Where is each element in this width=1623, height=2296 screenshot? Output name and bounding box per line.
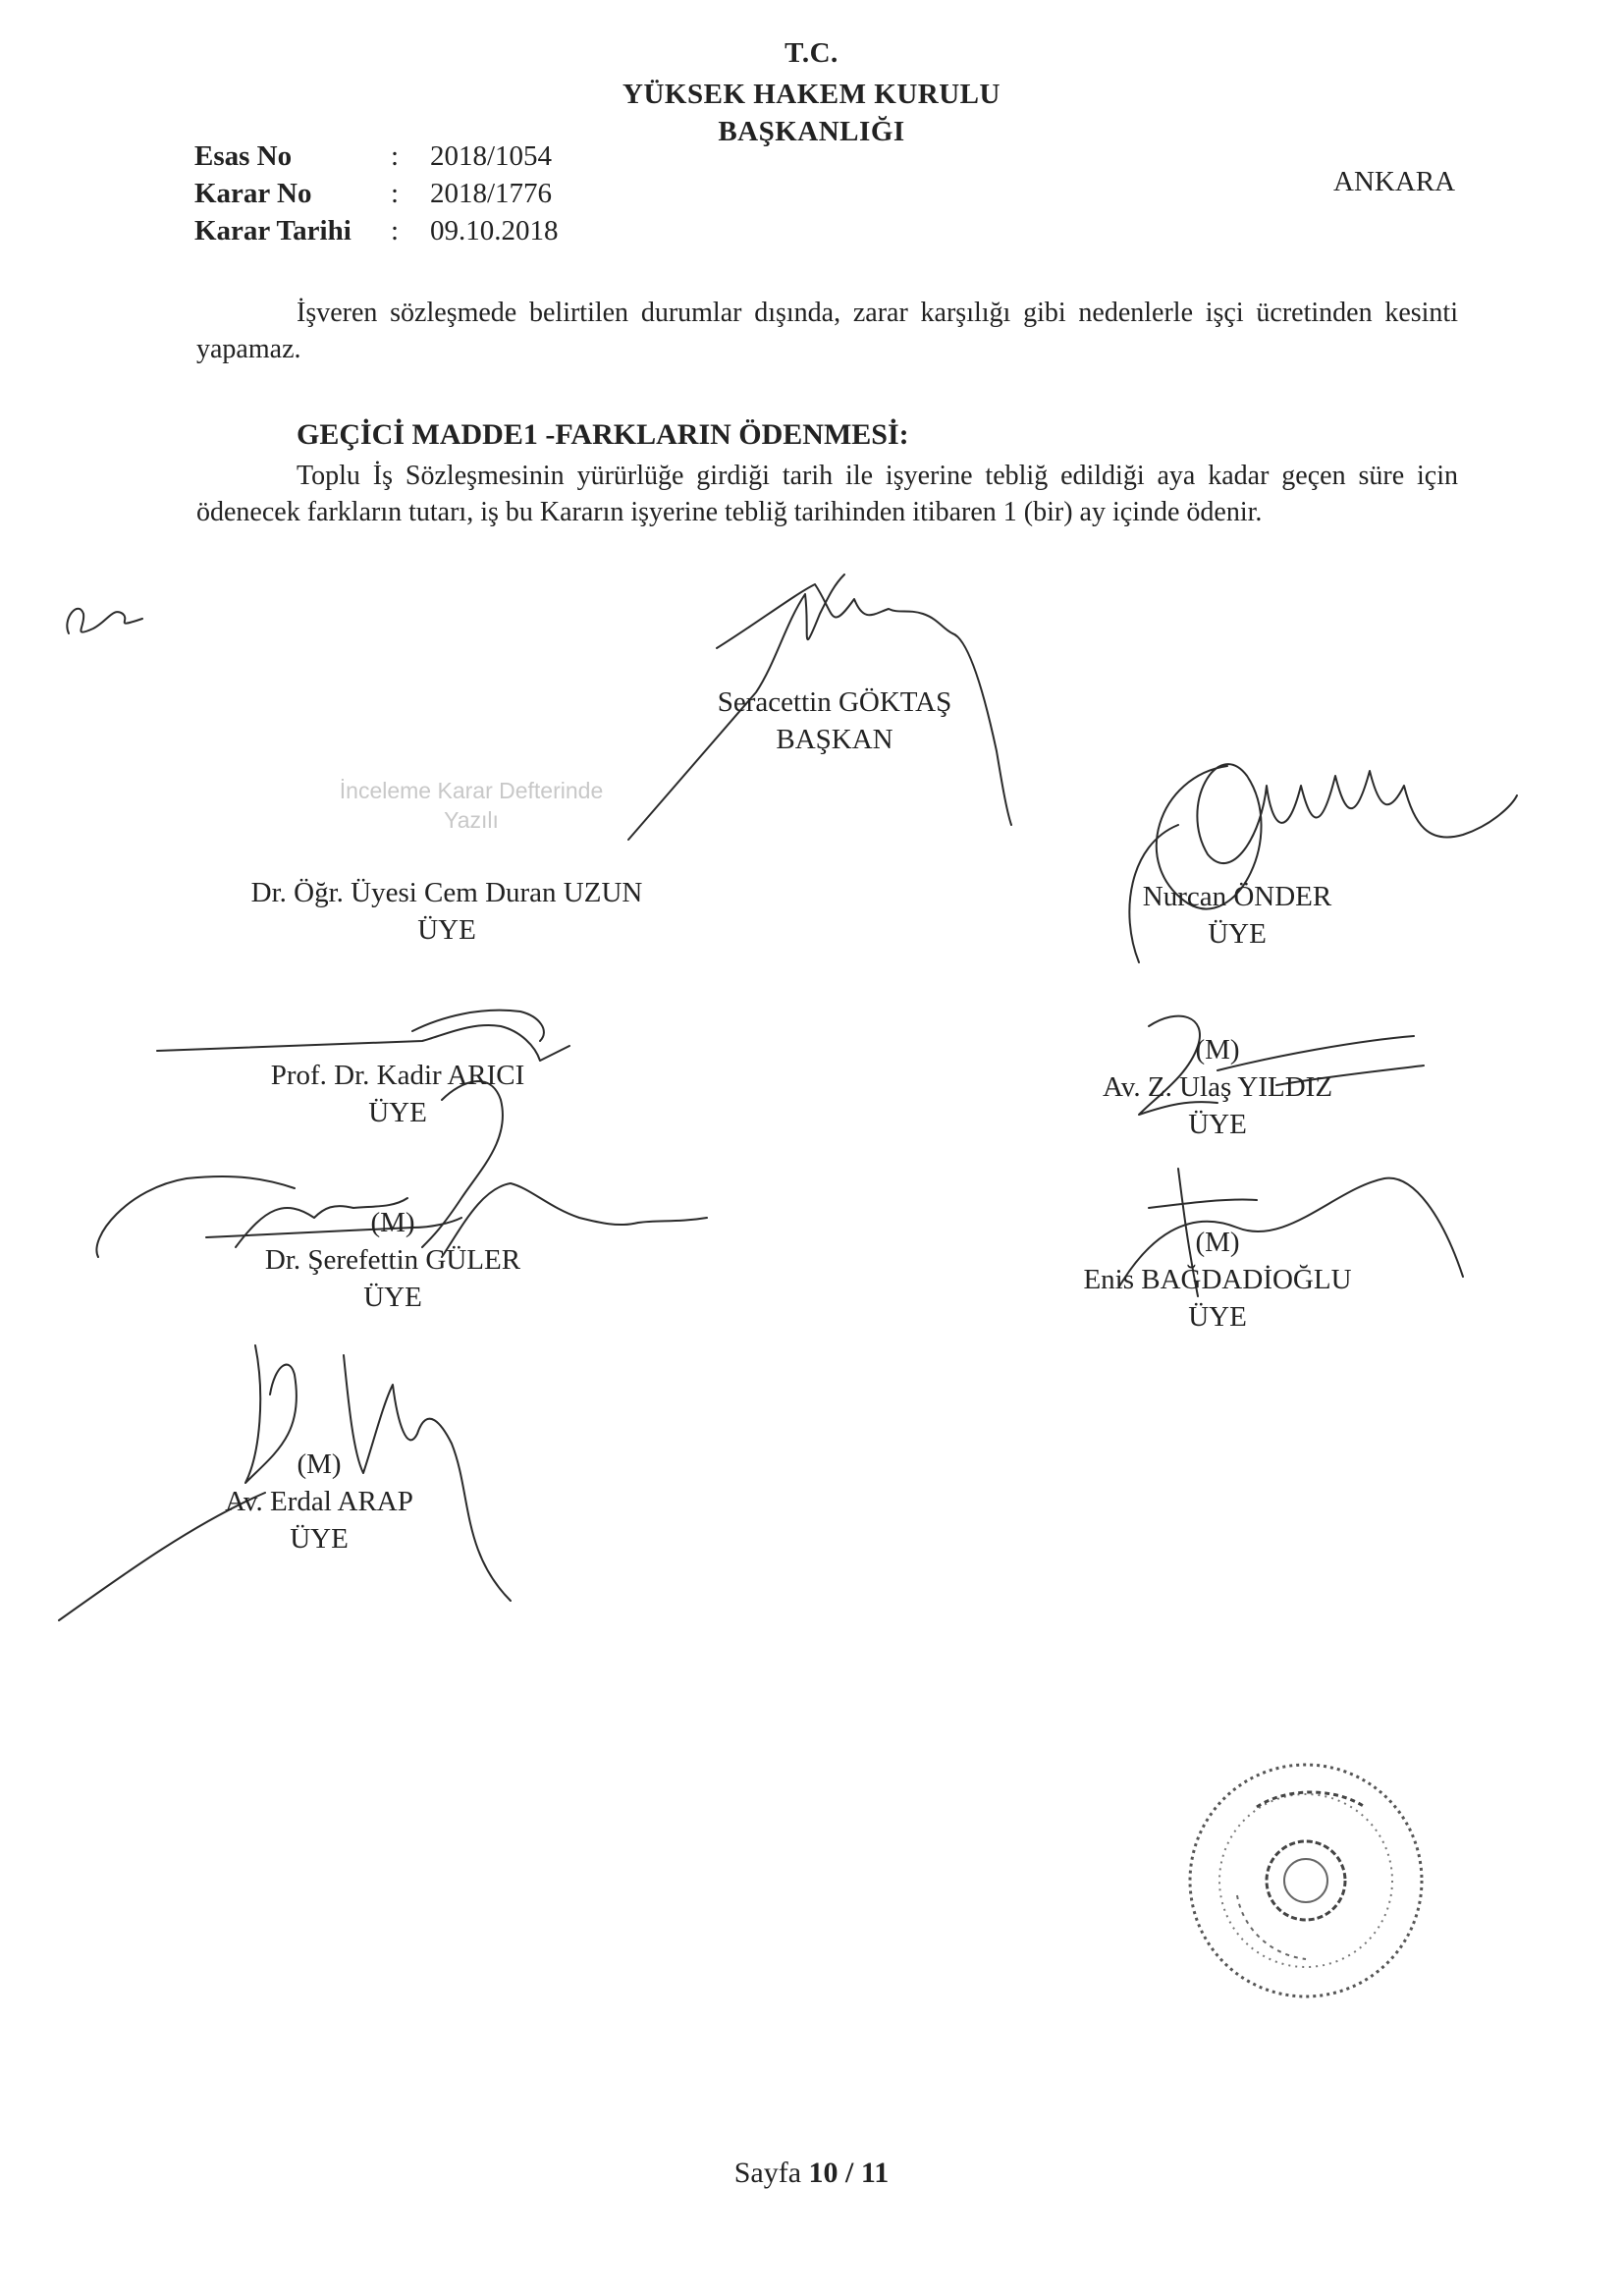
yildiz-title: ÜYE (1188, 1109, 1247, 1140)
paragraph-payment-text: Toplu İş Sözleşmesinin yürürlüğe girdiği tarih ile işyerine tebliğ edildiği aya kadar geçen süre için ödenecek farkların tutarı, iş bu Kararın işyerine tebliğ tarihinden itibaren 1 (bir) ay içinde ödenir. (196, 461, 1458, 527)
page-total: 11 (860, 2157, 890, 2189)
arap-note: (M) (297, 1449, 342, 1480)
section-title: GEÇİCİ MADDE1 -FARKLARIN ÖDENMESİ: (297, 418, 909, 451)
esas-value: 2018/1054 (430, 140, 553, 172)
guler-note: (M) (370, 1207, 415, 1238)
arap-name: Av. Erdal ARAP (225, 1486, 413, 1517)
page-number (809, 2157, 890, 2189)
header-institution: YÜKSEK HAKEM KURULU (622, 79, 1001, 110)
paragraph-deduction-text: İşveren sözleşmede belirtilen durumlar dışında, zarar karşılığı gibi nedenlerle işçi ücretinden kesinti yapamaz. (196, 298, 1458, 364)
paragraph-deduction (196, 295, 1458, 367)
tarih-value: 09.10.2018 (430, 215, 559, 246)
initials-mark (54, 589, 162, 648)
bagdadioglu-note: (M) (1195, 1227, 1240, 1258)
karar-label: Karar No (194, 178, 312, 209)
karar-separator: : (391, 178, 400, 209)
page-separator: / (838, 2157, 861, 2189)
esas-label: Esas No (194, 140, 293, 172)
guler-title: ÜYE (363, 1282, 422, 1313)
page-footer (0, 2157, 1623, 2190)
guler-name: Dr. Şerefettin GÜLER (264, 1244, 521, 1276)
uzun-title: ÜYE (417, 914, 476, 946)
onder-name: Nurcan ÖNDER (1142, 881, 1332, 912)
page-label: Sayfa (733, 2157, 802, 2189)
baskan-title: BAŞKAN (776, 724, 893, 755)
arici-name: Prof. Dr. Kadir ARICI (270, 1060, 525, 1091)
header-tc: T.C. (784, 37, 839, 69)
uzun-name: Dr. Öğr. Üyesi Cem Duran UZUN (250, 877, 643, 908)
faint-registry-stamp (295, 776, 648, 835)
baskan-name: Seracettin GÖKTAŞ (717, 686, 952, 718)
karar-row (194, 178, 552, 210)
signatory-yildiz (1011, 1031, 1424, 1143)
arap-title: ÜYE (290, 1523, 349, 1555)
signatory-uzun (191, 874, 702, 949)
yildiz-note: (M) (1195, 1034, 1240, 1066)
header-office: BAŞKANLIĞI (718, 116, 905, 147)
tarih-row (194, 215, 559, 247)
official-seal (1168, 1748, 1443, 2013)
faint-stamp-line2: Yazılı (444, 807, 499, 833)
signatory-arici (211, 1057, 584, 1131)
page-current: 10 (808, 2157, 839, 2189)
esas-row (194, 140, 552, 173)
tarih-label: Karar Tarihi (194, 215, 352, 246)
bagdadioglu-name: Enis BAĞDADİOĞLU (1083, 1264, 1352, 1295)
city-label: ANKARA (1333, 166, 1456, 197)
karar-value: 2018/1776 (430, 178, 553, 209)
signatory-guler (196, 1204, 589, 1316)
arici-title: ÜYE (368, 1097, 427, 1128)
yildiz-name: Av. Z. Ulaş YILDIZ (1102, 1071, 1333, 1103)
paragraph-payment (196, 458, 1458, 530)
faint-stamp-line1: İnceleme Karar Defterinde (339, 778, 604, 803)
signatory-bagdadioglu (1011, 1224, 1424, 1336)
signatory-onder (1031, 878, 1443, 953)
signatory-arap (162, 1446, 476, 1558)
tarih-separator: : (391, 215, 400, 246)
esas-separator: : (391, 140, 400, 172)
signatory-baskan (628, 683, 1041, 758)
bagdadioglu-title: ÜYE (1188, 1301, 1247, 1333)
onder-title: ÜYE (1208, 918, 1267, 950)
